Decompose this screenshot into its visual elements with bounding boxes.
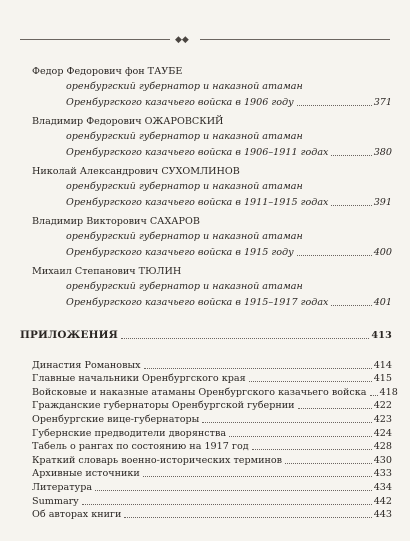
page-number: 401	[373, 297, 392, 308]
toc-person-entry	[20, 208, 392, 258]
appendix-label: Оренбургские вице-губернаторы	[32, 413, 200, 425]
person-role: оренбургский губернатор и наказной атаман	[66, 181, 303, 192]
dot-leader	[297, 105, 372, 106]
person-period: Оренбургского казачьего войска в 1915 году	[66, 247, 294, 258]
dot-leader	[285, 463, 372, 464]
person-name: Владимир Федорович ОЖАРОВСКИЙ	[32, 116, 224, 127]
page-number: 391	[373, 197, 392, 208]
page-number: 414	[373, 359, 392, 371]
person-name: Федор Федорович фон ТАУБЕ	[32, 66, 183, 77]
person-period: Оренбургского казачьего войска в 1911–1915 годах	[66, 197, 329, 208]
appendix-entry	[32, 466, 392, 480]
ornament-line-right	[200, 39, 390, 40]
ornament-line-left	[20, 39, 170, 40]
appendix-label: Краткий словарь военно-исторических терминов	[32, 454, 283, 466]
appendix-entry	[32, 507, 392, 521]
person-role: оренбургский губернатор и наказной атаман	[66, 131, 303, 142]
dot-leader	[249, 381, 372, 382]
toc-person-entry	[20, 258, 392, 308]
appendix-entry	[32, 452, 392, 466]
appendix-label: Династия Романовых	[32, 359, 141, 371]
ornament-diamond-icon: ◆◆	[175, 35, 189, 45]
dot-leader	[252, 449, 372, 450]
page-number: 418	[379, 386, 398, 398]
appendix-label: Об авторах книги	[32, 509, 122, 521]
appendix-entry	[32, 493, 392, 507]
dot-leader	[82, 504, 372, 505]
appendix-label: Главные начальники Оренбургского края	[32, 373, 246, 385]
appendix-label: Литература	[32, 481, 93, 493]
dot-leader	[297, 255, 372, 256]
toc-content	[20, 58, 398, 521]
section-heading-appendices	[20, 321, 392, 341]
person-period: Оренбургского казачьего войска в 1906–1911 годах	[66, 147, 329, 158]
appendix-entry	[32, 357, 392, 371]
page-number: 371	[373, 97, 392, 108]
person-role: оренбургский губернатор и наказной атаман	[66, 81, 303, 92]
appendix-label: Губернские предводители дворянства	[32, 427, 227, 439]
person-period: Оренбургского казачьего войска в 1906 году	[66, 97, 294, 108]
page-number: 415	[373, 373, 392, 385]
dot-leader	[298, 408, 372, 409]
appendix-entry	[32, 384, 398, 398]
person-role: оренбургский губернатор и наказной атаман	[66, 281, 303, 292]
dot-leader	[95, 490, 372, 491]
appendix-entry	[32, 371, 392, 385]
appendix-list	[20, 357, 398, 521]
dot-leader	[229, 436, 372, 437]
section-title: ПРИЛОЖЕНИЯ	[20, 329, 119, 341]
header-ornament	[20, 36, 390, 44]
page-number: 413	[371, 330, 392, 341]
page-number: 380	[373, 147, 392, 158]
appendix-label: Гражданские губернаторы Оренбургской губернии	[32, 400, 295, 412]
page-number: 422	[373, 400, 392, 412]
dot-leader	[121, 338, 369, 339]
appendix-label: Архивные источники	[32, 468, 140, 480]
toc-person-entry	[20, 108, 392, 158]
person-name: Владимир Викторович САХАРОВ	[32, 216, 200, 227]
page-number: 443	[373, 509, 392, 521]
person-name: Михаил Степанович ТЮЛИН	[32, 266, 182, 277]
appendix-entry	[32, 439, 392, 453]
appendix-entry	[32, 398, 392, 412]
page-number: 423	[373, 413, 392, 425]
page-number: 400	[373, 247, 392, 258]
appendix-entry	[32, 479, 392, 493]
page-number: 424	[373, 427, 392, 439]
appendix-label: Войсковые и наказные атаманы Оренбургского казачьего войска	[32, 386, 367, 398]
dot-leader	[370, 395, 378, 396]
page-number: 442	[373, 495, 392, 507]
page-number: 428	[373, 441, 392, 453]
appendix-label: Табель о рангах по состоянию на 1917 год	[32, 441, 249, 453]
appendix-entry	[32, 425, 392, 439]
dot-leader	[124, 517, 371, 518]
dot-leader	[143, 476, 372, 477]
page-number: 430	[373, 454, 392, 466]
toc-person-entry	[20, 158, 392, 208]
dot-leader	[144, 368, 372, 369]
appendix-entry	[32, 411, 392, 425]
person-role: оренбургский губернатор и наказной атаман	[66, 231, 303, 242]
dot-leader	[331, 205, 371, 206]
person-period: Оренбургского казачьего войска в 1915–1917 годах	[66, 297, 329, 308]
dot-leader	[331, 155, 371, 156]
dot-leader	[202, 422, 371, 423]
appendix-label: Summary	[32, 495, 79, 507]
page-number: 433	[373, 468, 392, 480]
person-name: Николай Александрович СУХОМЛИНОВ	[32, 166, 240, 177]
page-number: 434	[373, 481, 392, 493]
dot-leader	[331, 305, 371, 306]
toc-person-entry	[20, 58, 392, 108]
